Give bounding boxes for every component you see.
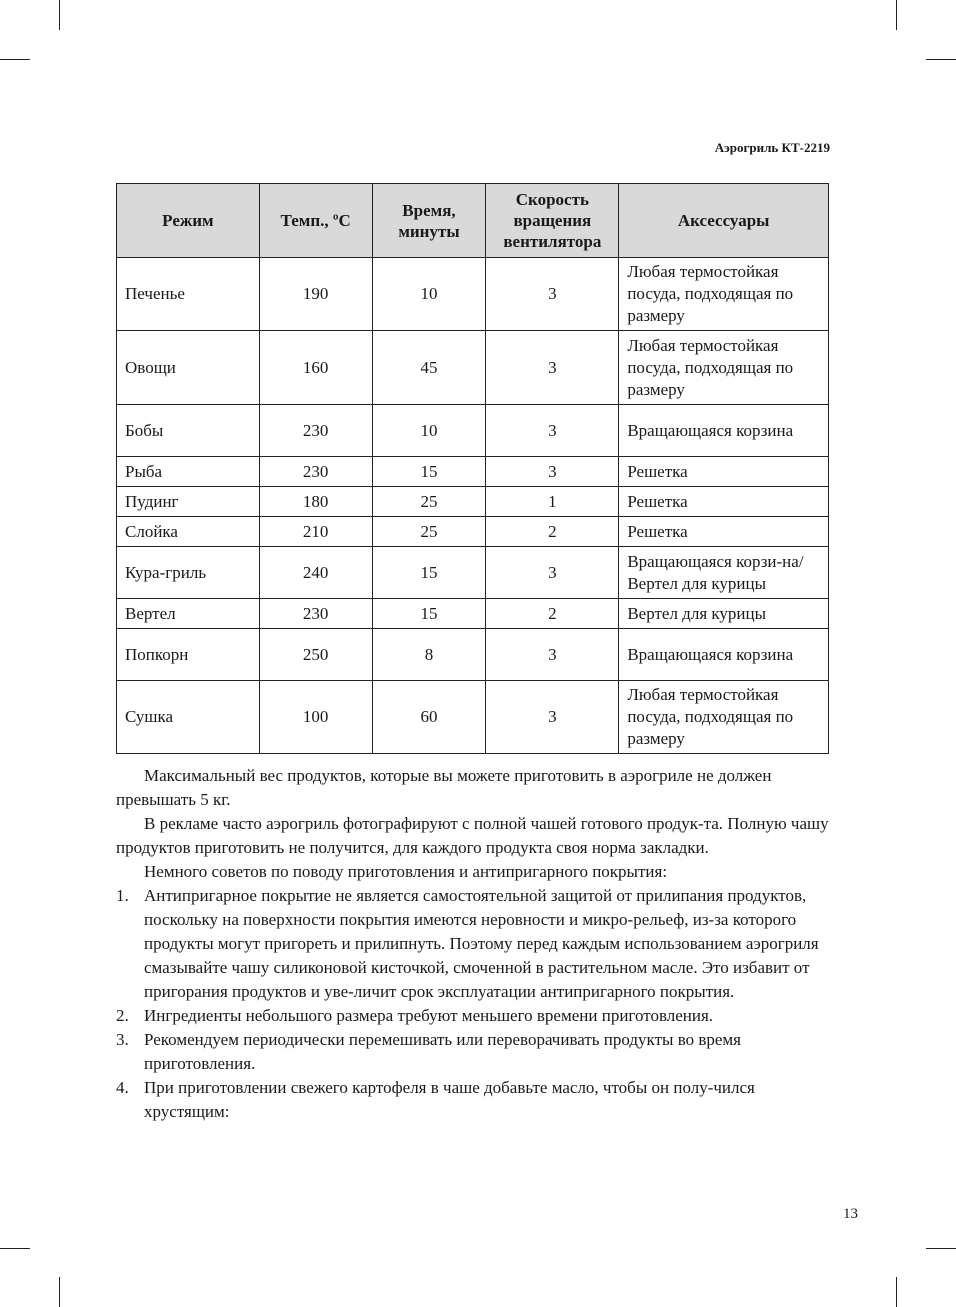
cell-temp: 190 bbox=[259, 258, 372, 331]
cell-time: 10 bbox=[372, 258, 486, 331]
cell-speed: 2 bbox=[486, 517, 619, 547]
paragraph: Немного советов по поводу приготовления и антипригарного покрытия: bbox=[144, 862, 668, 881]
crop-mark bbox=[926, 59, 956, 60]
modes-table bbox=[116, 183, 829, 754]
list-item bbox=[116, 1076, 829, 1124]
table-row bbox=[117, 681, 829, 754]
cell-time: 25 bbox=[372, 517, 486, 547]
table-row bbox=[117, 331, 829, 405]
col-header-temp: Темп., ºС bbox=[259, 184, 372, 258]
cell-mode: Печенье bbox=[117, 258, 260, 331]
list-item-text: При приготовлении свежего картофеля в чаше добавьте масло, чтобы он полу-чился хрустящим: bbox=[144, 1078, 755, 1121]
crop-mark bbox=[926, 1248, 956, 1249]
cell-accessories: Вращающаяся корзина bbox=[619, 405, 829, 457]
cell-mode: Кура-гриль bbox=[117, 547, 260, 599]
table-row bbox=[117, 629, 829, 681]
cell-mode: Рыба bbox=[117, 457, 260, 487]
crop-mark bbox=[0, 59, 30, 60]
col-header-time: Время, минуты bbox=[372, 184, 486, 258]
list-item-text: Рекомендуем периодически перемешивать или переворачивать продукты во время приготовления. bbox=[144, 1030, 742, 1073]
cell-temp: 230 bbox=[259, 599, 372, 629]
table-row bbox=[117, 517, 829, 547]
crop-mark bbox=[59, 1277, 60, 1307]
list-number: 2. bbox=[116, 1006, 129, 1025]
list-item bbox=[116, 1028, 829, 1076]
cell-speed: 3 bbox=[486, 258, 619, 331]
paragraph: Максимальный вес продуктов, которые вы можете приготовить в аэрогриле не должен превышать 5 кг. bbox=[116, 766, 772, 809]
col-header-accessories: Аксессуары bbox=[619, 184, 829, 258]
list-item-text: Ингредиенты небольшого размера требуют меньшего времени приготовления. bbox=[144, 1006, 714, 1025]
cell-time: 60 bbox=[372, 681, 486, 754]
cell-mode: Овощи bbox=[117, 331, 260, 405]
running-header: Аэрогриль КТ-2219 bbox=[714, 140, 830, 155]
col-header-mode: Режим bbox=[117, 184, 260, 258]
cell-mode: Слойка bbox=[117, 517, 260, 547]
cell-accessories: Вращающаяся корзи-на/ Вертел для курицы bbox=[619, 547, 829, 599]
cell-speed: 3 bbox=[486, 457, 619, 487]
cell-mode: Пудинг bbox=[117, 487, 260, 517]
page-number: 13 bbox=[843, 1206, 858, 1222]
col-header-fan-speed: Скорость вращения вентилятора bbox=[486, 184, 619, 258]
crop-mark bbox=[59, 0, 60, 30]
cell-speed: 3 bbox=[486, 681, 619, 754]
list-item-text: Антипригарное покрытие не является самостоятельной защитой от прилипания продуктов, поскольку на поверхности покрытия имеются неровности и микро-рельеф, из-за которого продукты могут пригореть и прилипнуть. Поэтому перед каждым использованием аэрогриля смазывайте чашу силиконовой кисточкой, смоченной в растительном масле. Это избавит от пригорания продуктов и уве-личит срок эксплуатации антипригарного покрытия. bbox=[144, 886, 819, 1001]
cell-accessories: Решетка bbox=[619, 457, 829, 487]
cell-temp: 160 bbox=[259, 331, 372, 405]
cell-time: 8 bbox=[372, 629, 486, 681]
cell-accessories: Решетка bbox=[619, 517, 829, 547]
cell-speed: 1 bbox=[486, 487, 619, 517]
cell-speed: 3 bbox=[486, 547, 619, 599]
cell-temp: 210 bbox=[259, 517, 372, 547]
list-number: 4. bbox=[116, 1078, 129, 1097]
cell-temp: 180 bbox=[259, 487, 372, 517]
crop-mark bbox=[896, 1277, 897, 1307]
cell-speed: 2 bbox=[486, 599, 619, 629]
list-item bbox=[116, 1004, 829, 1028]
cell-temp: 230 bbox=[259, 405, 372, 457]
cell-mode: Сушка bbox=[117, 681, 260, 754]
list-item bbox=[116, 884, 829, 1004]
paragraph: В рекламе часто аэрогриль фотографируют с полной чашей готового продук-та. Полную чашу продуктов приготовить не получится, для каждого продукта своя норма закладки. bbox=[116, 814, 829, 857]
cell-accessories: Любая термостойкая посуда, подходящая по размеру bbox=[619, 681, 829, 754]
cell-time: 10 bbox=[372, 405, 486, 457]
cell-accessories: Любая термостойкая посуда, подходящая по размеру bbox=[619, 331, 829, 405]
cell-mode: Попкорн bbox=[117, 629, 260, 681]
cell-time: 15 bbox=[372, 547, 486, 599]
list-number: 3. bbox=[116, 1030, 129, 1049]
cell-temp: 230 bbox=[259, 457, 372, 487]
cell-mode: Вертел bbox=[117, 599, 260, 629]
table-row bbox=[117, 258, 829, 331]
table-header-row bbox=[117, 184, 829, 258]
tips-list bbox=[116, 884, 829, 1124]
cell-temp: 240 bbox=[259, 547, 372, 599]
cell-temp: 250 bbox=[259, 629, 372, 681]
cell-mode: Бобы bbox=[117, 405, 260, 457]
cell-speed: 3 bbox=[486, 331, 619, 405]
table-row bbox=[117, 457, 829, 487]
table-row bbox=[117, 547, 829, 599]
cell-accessories: Любая термостойкая посуда, подходящая по размеру bbox=[619, 258, 829, 331]
crop-mark bbox=[896, 0, 897, 30]
crop-mark bbox=[0, 1248, 30, 1249]
cell-accessories: Решетка bbox=[619, 487, 829, 517]
table-row bbox=[117, 405, 829, 457]
cell-speed: 3 bbox=[486, 629, 619, 681]
cell-temp: 100 bbox=[259, 681, 372, 754]
cell-time: 25 bbox=[372, 487, 486, 517]
body-text bbox=[116, 764, 829, 1124]
cell-time: 45 bbox=[372, 331, 486, 405]
table-row bbox=[117, 599, 829, 629]
list-number: 1. bbox=[116, 886, 129, 905]
cell-accessories: Вращающаяся корзина bbox=[619, 629, 829, 681]
cell-speed: 3 bbox=[486, 405, 619, 457]
cell-time: 15 bbox=[372, 457, 486, 487]
table-row bbox=[117, 487, 829, 517]
cell-time: 15 bbox=[372, 599, 486, 629]
cell-accessories: Вертел для курицы bbox=[619, 599, 829, 629]
